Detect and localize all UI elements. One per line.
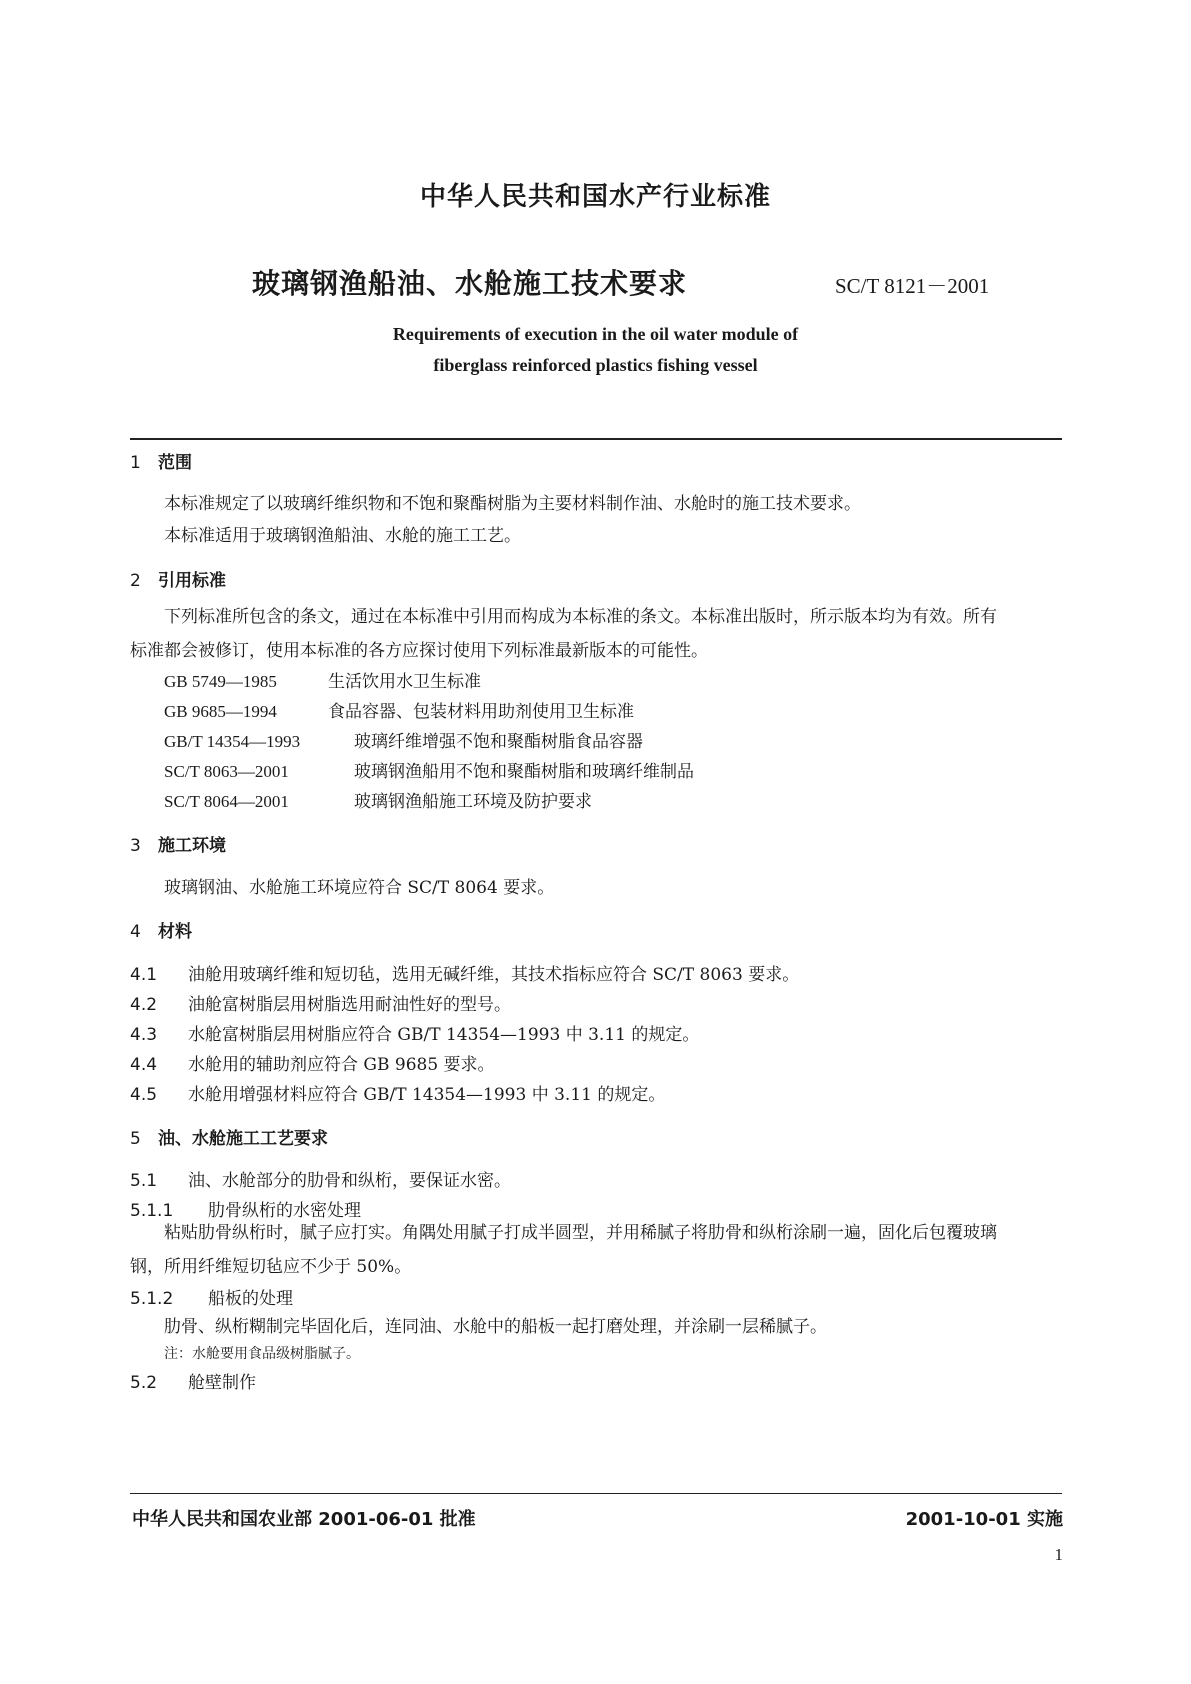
material-item [130,990,511,1015]
reference-code: SC/T 8064—2001 [164,792,289,811]
section-3-para: 玻璃钢油、水舱施工环境应符合 SC/T 8064 要求。 [164,878,555,898]
english-title-line-2: fiberglass reinforced plastics fishing vessel [433,355,758,375]
clause-5-1-2-heading [130,1284,293,1309]
english-title-line-1: Requirements of execution in the oil water module of [392,324,799,344]
reference-code: GB 5749—1985 [164,672,277,691]
reference-name: 玻璃钢渔船施工环境及防护要求 [354,792,592,812]
reference-name: 玻璃钢渔船用不饱和聚酯树脂和玻璃纤维制品 [354,762,694,782]
header-divider [130,438,1062,440]
item-text: 油舱富树脂层用树脂选用耐油性好的型号。 [188,995,511,1015]
reference-item [164,787,592,812]
item-text: 油舱用玻璃纤维和短切毡，选用无碱纤维，其技术指标应符合 SC/T 8063 要求。 [188,965,800,985]
section-title: 引用标准 [158,571,226,591]
page-number: 1 [1054,1545,1063,1564]
section-2-heading [130,566,226,591]
item-number: 4.4 [130,1055,158,1075]
approval-line: 中华人民共和国农业部 2001-06-01 批准 [132,1509,476,1530]
section-5-heading [130,1124,328,1149]
item-number: 4.1 [130,965,158,985]
section-title: 施工环境 [158,836,226,856]
reference-name: 食品容器、包装材料用助剂使用卫生标准 [328,702,634,722]
reference-item [164,757,694,782]
clause-title: 船板的处理 [208,1289,293,1309]
item-number: 4.3 [130,1025,158,1045]
clause-5-1 [130,1166,511,1191]
item-text: 水舱富树脂层用树脂应符合 GB/T 14354—1993 中 3.11 的规定。 [188,1025,700,1045]
section-1-heading [130,448,192,473]
section-number: 3 [130,836,141,856]
clause-5-2-heading [130,1368,256,1393]
footer-divider [130,1493,1062,1494]
effective-date: 2001-10-01 实施 [905,1509,1063,1530]
reference-name: 玻璃纤维增强不饱和聚酯树脂食品容器 [354,732,643,752]
material-item [130,1080,665,1105]
clause-number: 5.1.1 [130,1201,174,1221]
section-4-heading [130,917,192,942]
clause-title: 舱壁制作 [188,1373,256,1393]
reference-code: GB/T 14354—1993 [164,732,301,751]
section-2-intro: 下列标准所包含的条文，通过在本标准中引用而构成为本标准的条文。本标准出版时，所示版本均为有效。所有标准都会被修订，使用本标准的各方应探讨使用下列标准最新版本的可能性。 [130,607,997,661]
note: 注：水舱要用食品级树脂腻子。 [164,1346,360,1362]
item-number: 4.5 [130,1085,158,1105]
clause-5-1-2-body: 肋骨、纵桁糊制完毕固化后，连同油、水舱中的船板一起打磨处理，并涂刷一层稀腻子。 [164,1317,827,1337]
standard-type-heading: 中华人民共和国水产行业标准 [419,182,771,212]
section-number: 5 [130,1129,141,1149]
clause-text: 油、水舱部分的肋骨和纵桁，要保证水密。 [188,1171,511,1191]
reference-item [164,667,481,692]
clause-number: 5.1 [130,1171,158,1191]
section-title: 油、水舱施工工艺要求 [158,1129,328,1149]
item-number: 4.2 [130,995,158,1015]
section-title: 范围 [158,453,192,473]
reference-item [164,727,643,752]
reference-item [164,697,634,722]
material-item [130,1020,699,1045]
section-1-para-1: 本标准规定了以玻璃纤维织物和不饱和聚酯树脂为主要材料制作油、水舱时的施工技术要求。 [164,494,861,514]
material-item [130,960,799,985]
item-text: 水舱用增强材料应符合 GB/T 14354—1993 中 3.11 的规定。 [188,1085,666,1105]
clause-number: 5.1.2 [130,1289,174,1309]
clause-5-1-1-body: 粘贴肋骨纵桁时，腻子应打实。角隅处用腻子打成半圆型，并用稀腻子将肋骨和纵桁涂刷一遍，固化后包覆玻璃钢，所用纤维短切毡应不少于 50%。 [130,1223,997,1277]
reference-name: 生活饮用水卫生标准 [328,672,481,692]
section-number: 1 [130,453,141,473]
document-title: 玻璃钢渔船油、水舱施工技术要求 [252,267,688,300]
section-3-heading [130,831,226,856]
clause-number: 5.2 [130,1373,158,1393]
reference-code: GB 9685—1994 [164,702,277,721]
section-number: 2 [130,571,141,591]
item-text: 水舱用的辅助剂应符合 GB 9685 要求。 [188,1055,495,1075]
section-title: 材料 [158,922,192,942]
section-number: 4 [130,922,141,942]
standard-code: SC/T 8121－2001 [835,274,990,298]
reference-code: SC/T 8063—2001 [164,762,289,781]
section-1-para-2: 本标准适用于玻璃钢渔船油、水舱的施工工艺。 [164,526,521,546]
clause-title: 肋骨纵桁的水密处理 [208,1201,361,1221]
material-item [130,1050,495,1075]
